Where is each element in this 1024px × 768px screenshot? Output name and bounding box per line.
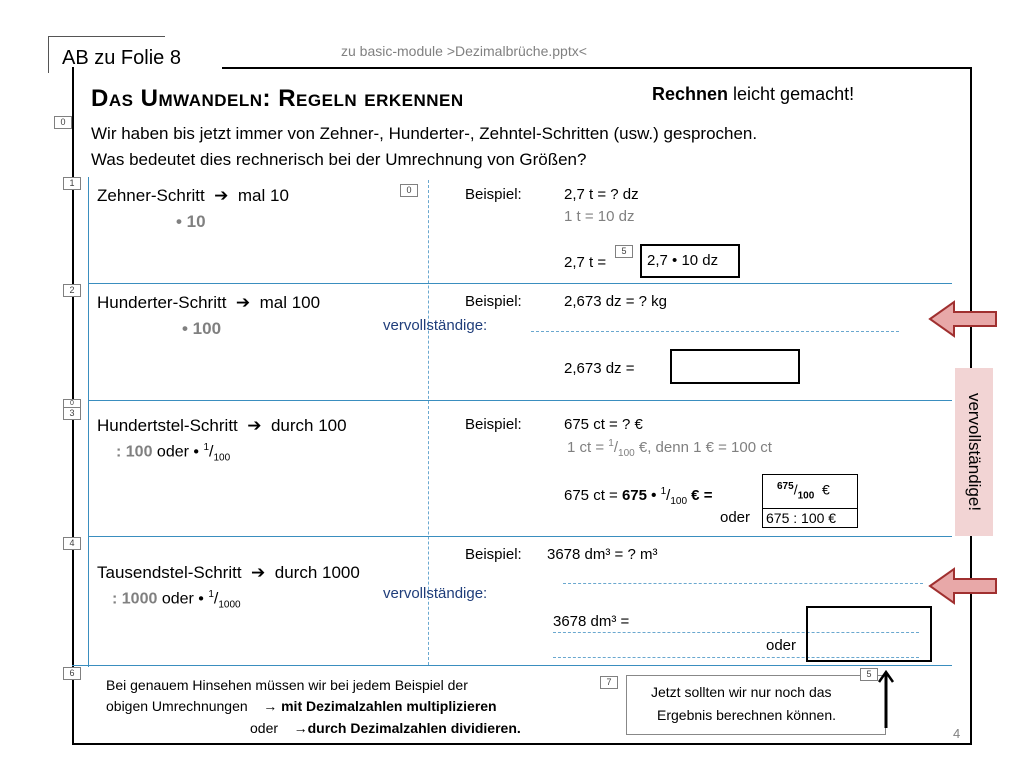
arrow-right-icon: ➔ bbox=[209, 186, 234, 205]
row3-ex-num: 1 bbox=[608, 438, 614, 449]
arrow-left-icon bbox=[928, 299, 998, 339]
row2-rule bbox=[97, 293, 320, 313]
row-separator-3 bbox=[88, 536, 952, 537]
row3-oder: oder bbox=[720, 509, 751, 526]
table-left-line bbox=[88, 177, 89, 667]
row4-fill-line-1[interactable] bbox=[563, 583, 923, 584]
footer-line-3a: oder bbox=[250, 720, 279, 736]
marker-row-2: 2 bbox=[63, 284, 81, 297]
row4-rule-op: durch 1000 bbox=[274, 563, 360, 582]
row3-rule-op: durch 100 bbox=[270, 416, 347, 435]
row3-example-label: Beispiel: bbox=[465, 416, 522, 433]
row1-answer-box bbox=[640, 244, 740, 278]
marker-row-4: 4 bbox=[63, 537, 81, 550]
row2-answer-box[interactable] bbox=[670, 349, 800, 384]
row3-ex-line1: 675 ct = ? € bbox=[564, 416, 643, 433]
footer-line-3 bbox=[250, 720, 521, 736]
footer-note-line-2: Ergebnis berechnen können. bbox=[657, 707, 837, 723]
footer-note-line-1: Jetzt sollten wir nur noch das bbox=[651, 684, 832, 700]
page-number: 4 bbox=[953, 726, 961, 741]
page-title bbox=[91, 85, 464, 113]
side-label: vervollständige! bbox=[965, 392, 984, 512]
row4-answer-box[interactable] bbox=[806, 606, 932, 662]
row4-oder: oder bbox=[766, 637, 797, 654]
row4-hint-a: : 1000 bbox=[112, 590, 158, 608]
arrow-left-icon bbox=[928, 566, 998, 606]
source-reference: zu basic-module >Dezimalbrüche.pptx< bbox=[341, 43, 587, 59]
tagline-bold: Rechnen bbox=[652, 84, 729, 104]
row1-answer: 2,7 • 10 dz bbox=[647, 252, 719, 269]
arrow-right-icon: ➔ bbox=[231, 293, 255, 312]
row3-hint: : 100 oder • $^1/_{100}$ bbox=[116, 442, 231, 464]
row4-rule-name: Tausendstel-Schritt bbox=[97, 563, 242, 582]
row3-rule-name: Hundertstel-Schritt bbox=[97, 416, 238, 435]
row-separator-2 bbox=[88, 400, 952, 401]
row3-answer-num: 675 bbox=[777, 481, 794, 492]
marker-row-3: 3 bbox=[63, 407, 81, 420]
row4-hint-num: 1 bbox=[208, 589, 214, 600]
frame-top-line bbox=[222, 67, 970, 69]
row4-ex-line2: 3678 dm³ = bbox=[553, 613, 630, 630]
row2-rule-name: Hunderter-Schritt bbox=[97, 293, 227, 312]
footer-line-2b: mit Dezimalzahlen multiplizieren bbox=[281, 698, 497, 714]
row3-ex-line3b: 675 • bbox=[621, 487, 661, 504]
row2-fill-line[interactable] bbox=[531, 331, 899, 332]
row1-rule-name: Zehner-Schritt bbox=[97, 186, 205, 205]
row1-hint: • 10 bbox=[176, 212, 206, 231]
marker-footer-5: 5 bbox=[860, 668, 878, 681]
row3-ex-line3a: 675 ct = bbox=[564, 487, 622, 504]
row3-ex-line2: 1 ct = $^1/_{100}$ €, denn 1 € = 100 ct bbox=[567, 438, 772, 459]
intro-line-1: Wir haben bis jetzt immer von Zehner-, Hunderter-, Zehntel-Schritten (usw.) gesprochen. bbox=[91, 124, 758, 143]
row-separator-1 bbox=[88, 283, 952, 284]
row4-rule bbox=[97, 563, 360, 583]
row4-ex-line1: 3678 dm³ = ? m³ bbox=[547, 546, 658, 563]
row3-ex3-num: 1 bbox=[660, 486, 667, 497]
row1-ex-line2: 1 t = 10 dz bbox=[564, 208, 635, 225]
marker-footer-7: 7 bbox=[600, 676, 618, 689]
row3-ex-line2b: €, denn 1 € = 100 ct bbox=[634, 439, 772, 456]
marker-row-3a: 0 bbox=[63, 399, 81, 408]
row3-answer-box bbox=[762, 474, 858, 528]
row3-answer-1: $^{675}/_{100}$ € bbox=[777, 481, 830, 502]
row3-hint-b: oder • bbox=[152, 443, 204, 461]
row3-hint-den: 100 bbox=[213, 452, 231, 464]
row2-example-label: Beispiel: bbox=[465, 293, 522, 310]
row3-ex-line3: 675 ct = 675 • $^1/_{100}$ € = bbox=[564, 486, 713, 507]
row2-hint: • 100 bbox=[182, 319, 222, 338]
marker-footer-6: 6 bbox=[63, 667, 81, 680]
marker-row-1b: 0 bbox=[400, 184, 418, 197]
footer-line-1: Bei genauem Hinsehen müssen wir bei jedem Beispiel der bbox=[106, 677, 468, 693]
row2-ex-line2: 2,673 dz = bbox=[564, 360, 635, 377]
arrow-up-icon bbox=[876, 668, 896, 730]
arrow-right-icon: ➔ bbox=[246, 563, 271, 582]
row3-answer-unit: € bbox=[822, 481, 830, 498]
arrow-right-thin-icon: → bbox=[293, 720, 308, 736]
row3-answer-den: 100 bbox=[797, 490, 815, 502]
row3-ex-den: 100 bbox=[618, 448, 635, 459]
row2-ex-line1: 2,673 dz = ? kg bbox=[564, 293, 667, 310]
footer-line-2 bbox=[106, 698, 497, 714]
row3-answer-2: 675 : 100 € bbox=[766, 510, 837, 526]
row3-ex-line3c: € = bbox=[687, 487, 713, 504]
row3-answer-divider bbox=[763, 508, 857, 509]
row1-example-label: Beispiel: bbox=[465, 186, 522, 203]
row4-hint: : 1000 oder • $^1/_{1000}$ bbox=[112, 589, 241, 611]
row3-rule bbox=[97, 416, 347, 436]
marker-intro: 0 bbox=[54, 116, 72, 129]
row4-hint-den: 1000 bbox=[218, 599, 241, 611]
footer-line-3b: durch Dezimalzahlen dividieren. bbox=[307, 720, 521, 736]
row4-complete-label: vervollständige: bbox=[383, 585, 488, 602]
header-tab-label: AB zu Folie 8 bbox=[62, 47, 181, 69]
row4-hint-b: oder • bbox=[157, 590, 209, 608]
row4-example-label: Beispiel: bbox=[465, 546, 522, 563]
row2-complete-label: vervollständige: bbox=[383, 317, 488, 334]
row3-hint-num: 1 bbox=[203, 442, 209, 453]
row1-ex-line3: 2,7 t = bbox=[564, 254, 607, 271]
marker-row-1c: 5 bbox=[615, 245, 633, 258]
row3-ex-line2a: 1 ct = bbox=[567, 439, 609, 456]
row-separator-4 bbox=[72, 665, 952, 666]
arrow-right-thin-icon: → bbox=[263, 698, 278, 714]
row2-rule-op: mal 100 bbox=[259, 293, 321, 312]
row1-rule-op: mal 10 bbox=[237, 186, 289, 205]
row3-hint-a: : 100 bbox=[116, 443, 153, 461]
tagline-rest: leicht gemacht! bbox=[728, 84, 855, 104]
marker-row-1: 1 bbox=[63, 177, 81, 190]
footer-line-2a: obigen Umrechnungen bbox=[106, 698, 248, 714]
row1-rule bbox=[97, 186, 289, 206]
row1-ex-line1: 2,7 t = ? dz bbox=[564, 186, 639, 203]
intro-line-2: Was bedeutet dies rechnerisch bei der Umrechnung von Größen? bbox=[91, 150, 587, 169]
arrow-right-icon: ➔ bbox=[242, 416, 267, 435]
page-title-text: Das Umwandeln: Regeln erkennen bbox=[91, 85, 464, 112]
row3-ex3-den: 100 bbox=[670, 496, 688, 507]
tagline bbox=[652, 84, 854, 105]
